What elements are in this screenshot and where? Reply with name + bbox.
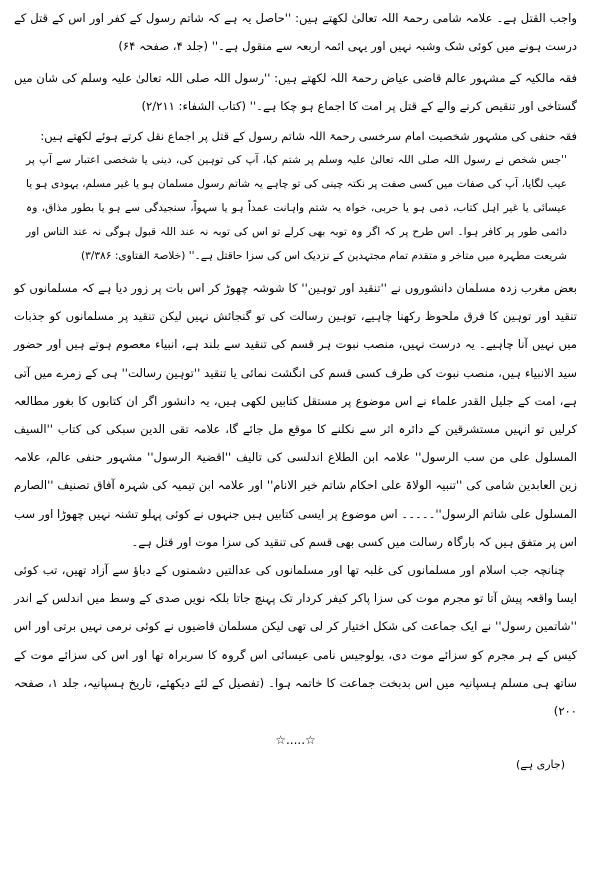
continued-note: (جاری ہے) (515, 758, 565, 772)
sarakhsi-quote-section (14, 124, 577, 268)
star-separator: ☆.....☆ (275, 733, 316, 748)
paragraph-criticism-insult: بعض مغرب زدہ مسلمان دانشوروں نے ''تنقید اور توہین'' کا شوشہ چھوڑ کر اس بات پر زور دیا ہے کہ مسلمانوں کو تنقید اور توہین کا فرق ملحوظ رکھنا چاہیے، توہین رسالت کی تو گنجائش نہیں لیکن تنقید پر مسلمانوں کو جذبات میں نہیں آنا چاہیے۔ یہ درست نہیں، منصب نبوت ہر قسم کی تنقید سے بلند ہے، انبیاء معصوم ہوتے ہیں اور حضور سید الانبیاء ہیں، منصب نبوت کی طرف کسی قسم کی انگشت نمائی یا تنقید ''توہین رسالت'' ہی کے زمرے میں آتی ہے، امت کے جلیل القدر علماء نے اس موضوع پر مستقل کتابیں لکھی ہیں، یہ دانشور اگر ان کتابوں کا بغور مطالعہ کرلیں تو انہیں مستشرقین کے دائرہ اثر سے نکلنے کا موقع مل جائے گا، علامہ تقی الدین سبکی کی کتاب ''السیف المسلول علی من سب الرسول'' علامہ ابن الطلاع اندلسی کی تالیف ''اقضیۃ الرسول'' مشہور حنفی عالم، علامہ زین العابدین شامی کی ''تنبیہ الولاۃ علی احکام شاتم خیر الانام'' اور علامہ ابن تیمیہ کی شہرہ آفاق تصنیف ''الصارم المسلول علی شاتم الرسول''۔۔۔۔۔ اس موضوع پر ایسی کتابیں ہیں جنہوں نے کوئی پہلو تشنہ نہیں چھوڑا اور سب اس پر متفق ہیں کہ بارگاہ رسالت میں کسی بھی قسم کی تنقید کی سزا موت اور قتل ہے۔ (14, 281, 577, 549)
paragraph-qazi-iyaz-quote: فقہ مالکیہ کے مشہور عالم قاضی عیاض رحمۃ اللہ لکھتے ہیں: ''رسول اللہ صلی اللہ تعالیٰ علیہ وسلم کی شان میں گستاخی اور تنقیص کرنے والے کے قتل پر امت کا اجماع ہو چکا ہے۔'' (کتاب الشفاء: ۲/۲۱۱) (14, 71, 577, 113)
paragraph-sarakhsi-intro: فقہ حنفی کی مشہور شخصیت امام سرخسی رحمۃ اللہ شاتم رسول کے قتل پر اجماع نقل کرتے ہوئے لکھتے ہیں: (40, 129, 577, 143)
paragraph-andalus-history: چنانچہ جب اسلام اور مسلمانوں کی غلبہ تھا اور مسلمانوں کی عدالتیں دشمنوں کے دباؤ سے آزاد تھیں، تب کوئی ایسا واقعہ پیش آتا تو مجرم موت کی سزا پاکر کیفر کردار تک پہنچ جاتا بلکہ نویں صدی کے وسط میں اندلس کے اندر ''شاتمین رسول'' نے ایک جماعت کی شکل اختیار کر لی تھی لیکن مسلمان قاضیوں نے کوئی نرمی نہیں برتی اور اس کیس کے ہر مجرم کو سزائے موت دی، یولوجیس نامی عیسائی اس گروہ کا سربراہ تھا اور اس کی سزائے موت کے ساتھ ہی مسلم ہسپانیہ میں اس بدبخت جماعت کا خاتمہ ہوا۔ (تفصیل کے لئے دیکھئے، تاریخ ہسپانیہ، جلد ۱، صفحہ ۲۰۰) (14, 563, 577, 719)
block-quote-sarakhsi: ''جس شخص نے رسول اللہ صلی اللہ تعالیٰ علیہ وسلم پر شتم کیا، آپ کی توہین کی، دینی یا شخصی اعتبار سے آپ پر عیب لگایا، آپ کی صفات میں کسی صفت پر نکتہ چینی کی تو چاہے یہ شاتم رسول مسلمان ہو یا غیر مسلم، یہودی ہو یا عیسائی یا غیر اہل کتاب، ذمی ہو یا حربی، خواہ یہ شتم واہانت عمداً ہو یا سہواً، سنجیدگی سے ہو یا بطور مذاق، وہ دائمی طور پر کافر ہوا۔ اس طرح پر کہ اگر وہ توبہ بھی کرلے تو اس کی توبہ نہ عند اللہ قبول ہوگی نہ عند الناس اور شریعت مطہرہ میں متاخر و متقدم تمام مجتہدین کے نزدیک اس کی سزا حاقتل ہے۔'' (خلاصۃ الفتاوی: ۳/۳۸۶) (26, 154, 567, 262)
paragraph-shami-quote: واجب القتل ہے۔ علامہ شامی رحمۃ اللہ تعالیٰ لکھتے ہیں: ''حاصل یہ ہے کہ شاتم رسول کے کفر اور اس کے قتل کے درست ہونے میں کوئی شک وشبہ نہیں اور یہی ائمہ اربعہ سے منقول ہے۔'' (جلد ۴، صفحہ ۶۴) (14, 11, 577, 53)
